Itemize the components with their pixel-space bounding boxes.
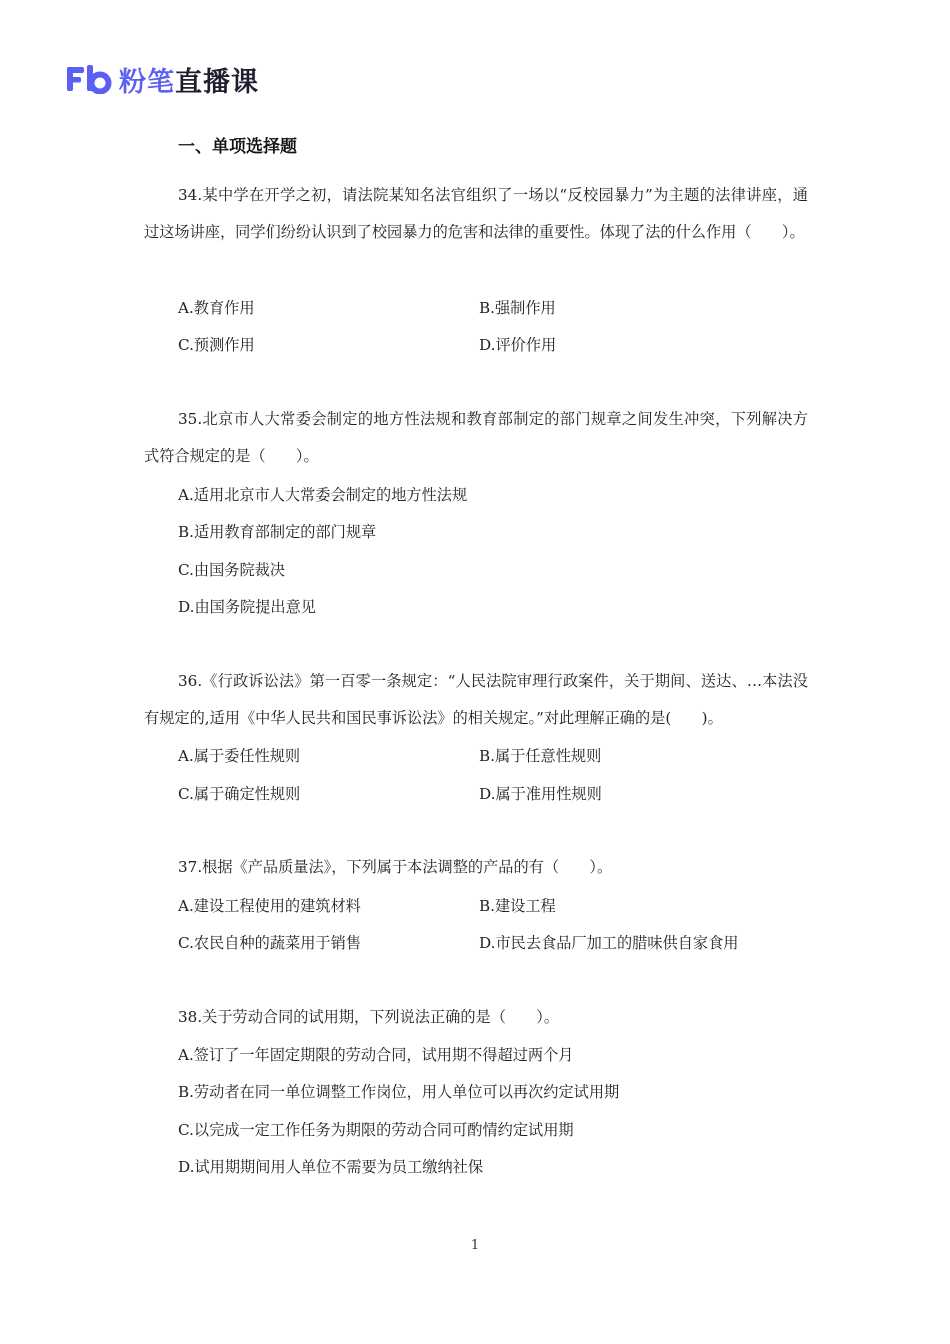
question-35-option-d: D.由国务院提出意见 (178, 598, 316, 616)
question-35-stem: 35.北京市人大常委会制定的地方性法规和教育部制定的部门规章之间发生冲突，下列解决方式符合规定的是（ ）。 (144, 410, 808, 465)
question-35-option-c: C.由国务院裁决 (178, 561, 286, 579)
question-35-option-b: B.适用教育部制定的部门规章 (178, 523, 377, 541)
question-35-option-a: A.适用北京市人大常委会制定的地方性法规 (178, 486, 468, 504)
question-37-option-d: D.市民去食品厂加工的腊味供自家食用 (479, 934, 739, 952)
section-title: 一、单项选择题 (178, 137, 297, 157)
question-38-option-a: A.签订了一年固定期限的劳动合同，试用期不得超过两个月 (178, 1046, 574, 1064)
page-number: 1 (470, 1238, 480, 1253)
fb-logo-icon (67, 64, 113, 94)
question-38-option-b: B.劳动者在同一单位调整工作岗位，用人单位可以再次约定试用期 (178, 1083, 620, 1101)
question-34-option-c: C.预测作用 (178, 336, 255, 354)
question-36-stem: 36.《行政诉讼法》第一百零一条规定：“人民法院审理行政案件，关于期间、送达、…本法没有规定的,适用《中华人民共和国民事诉讼法》的相关规定。”对此理解正确的是( )。 (144, 672, 808, 727)
question-36-option-c: C.属于确定性规则 (178, 785, 301, 803)
question-37-option-b: B.建设工程 (479, 897, 556, 915)
question-37-option-a: A.建设工程使用的建筑材料 (178, 897, 361, 915)
question-38-stem: 38.关于劳动合同的试用期，下列说法正确的是（ ）。 (178, 1008, 560, 1026)
question-34-stem: 34.某中学在开学之初，请法院某知名法官组织了一场以“反校园暴力”为主题的法律讲座，通过这场讲座，同学们纷纷认识到了校园暴力的危害和法律的重要性。体现了法的什么作用（ ）。 (144, 186, 808, 241)
question-34-option-b: B.强制作用 (479, 299, 556, 317)
question-36-option-d: D.属于准用性规则 (479, 785, 602, 803)
question-37-option-c: C.农民自种的蔬菜用于销售 (178, 934, 361, 952)
question-34-option-a: A.教育作用 (178, 299, 255, 317)
question-38-option-c: C.以完成一定工作任务为期限的劳动合同可酌情约定试用期 (178, 1121, 574, 1139)
question-36-option-a: A.属于委任性规则 (178, 747, 301, 765)
brand-name: 粉笔直播课 (119, 66, 259, 98)
question-38-option-d: D.试用期期间用人单位不需要为员工缴纳社保 (178, 1158, 484, 1176)
brand-logo (67, 62, 259, 96)
question-34-option-d: D.评价作用 (479, 336, 557, 354)
question-37-stem: 37.根据《产品质量法》，下列属于本法调整的产品的有（ ）。 (178, 858, 613, 876)
question-36-option-b: B.属于任意性规则 (479, 747, 602, 765)
